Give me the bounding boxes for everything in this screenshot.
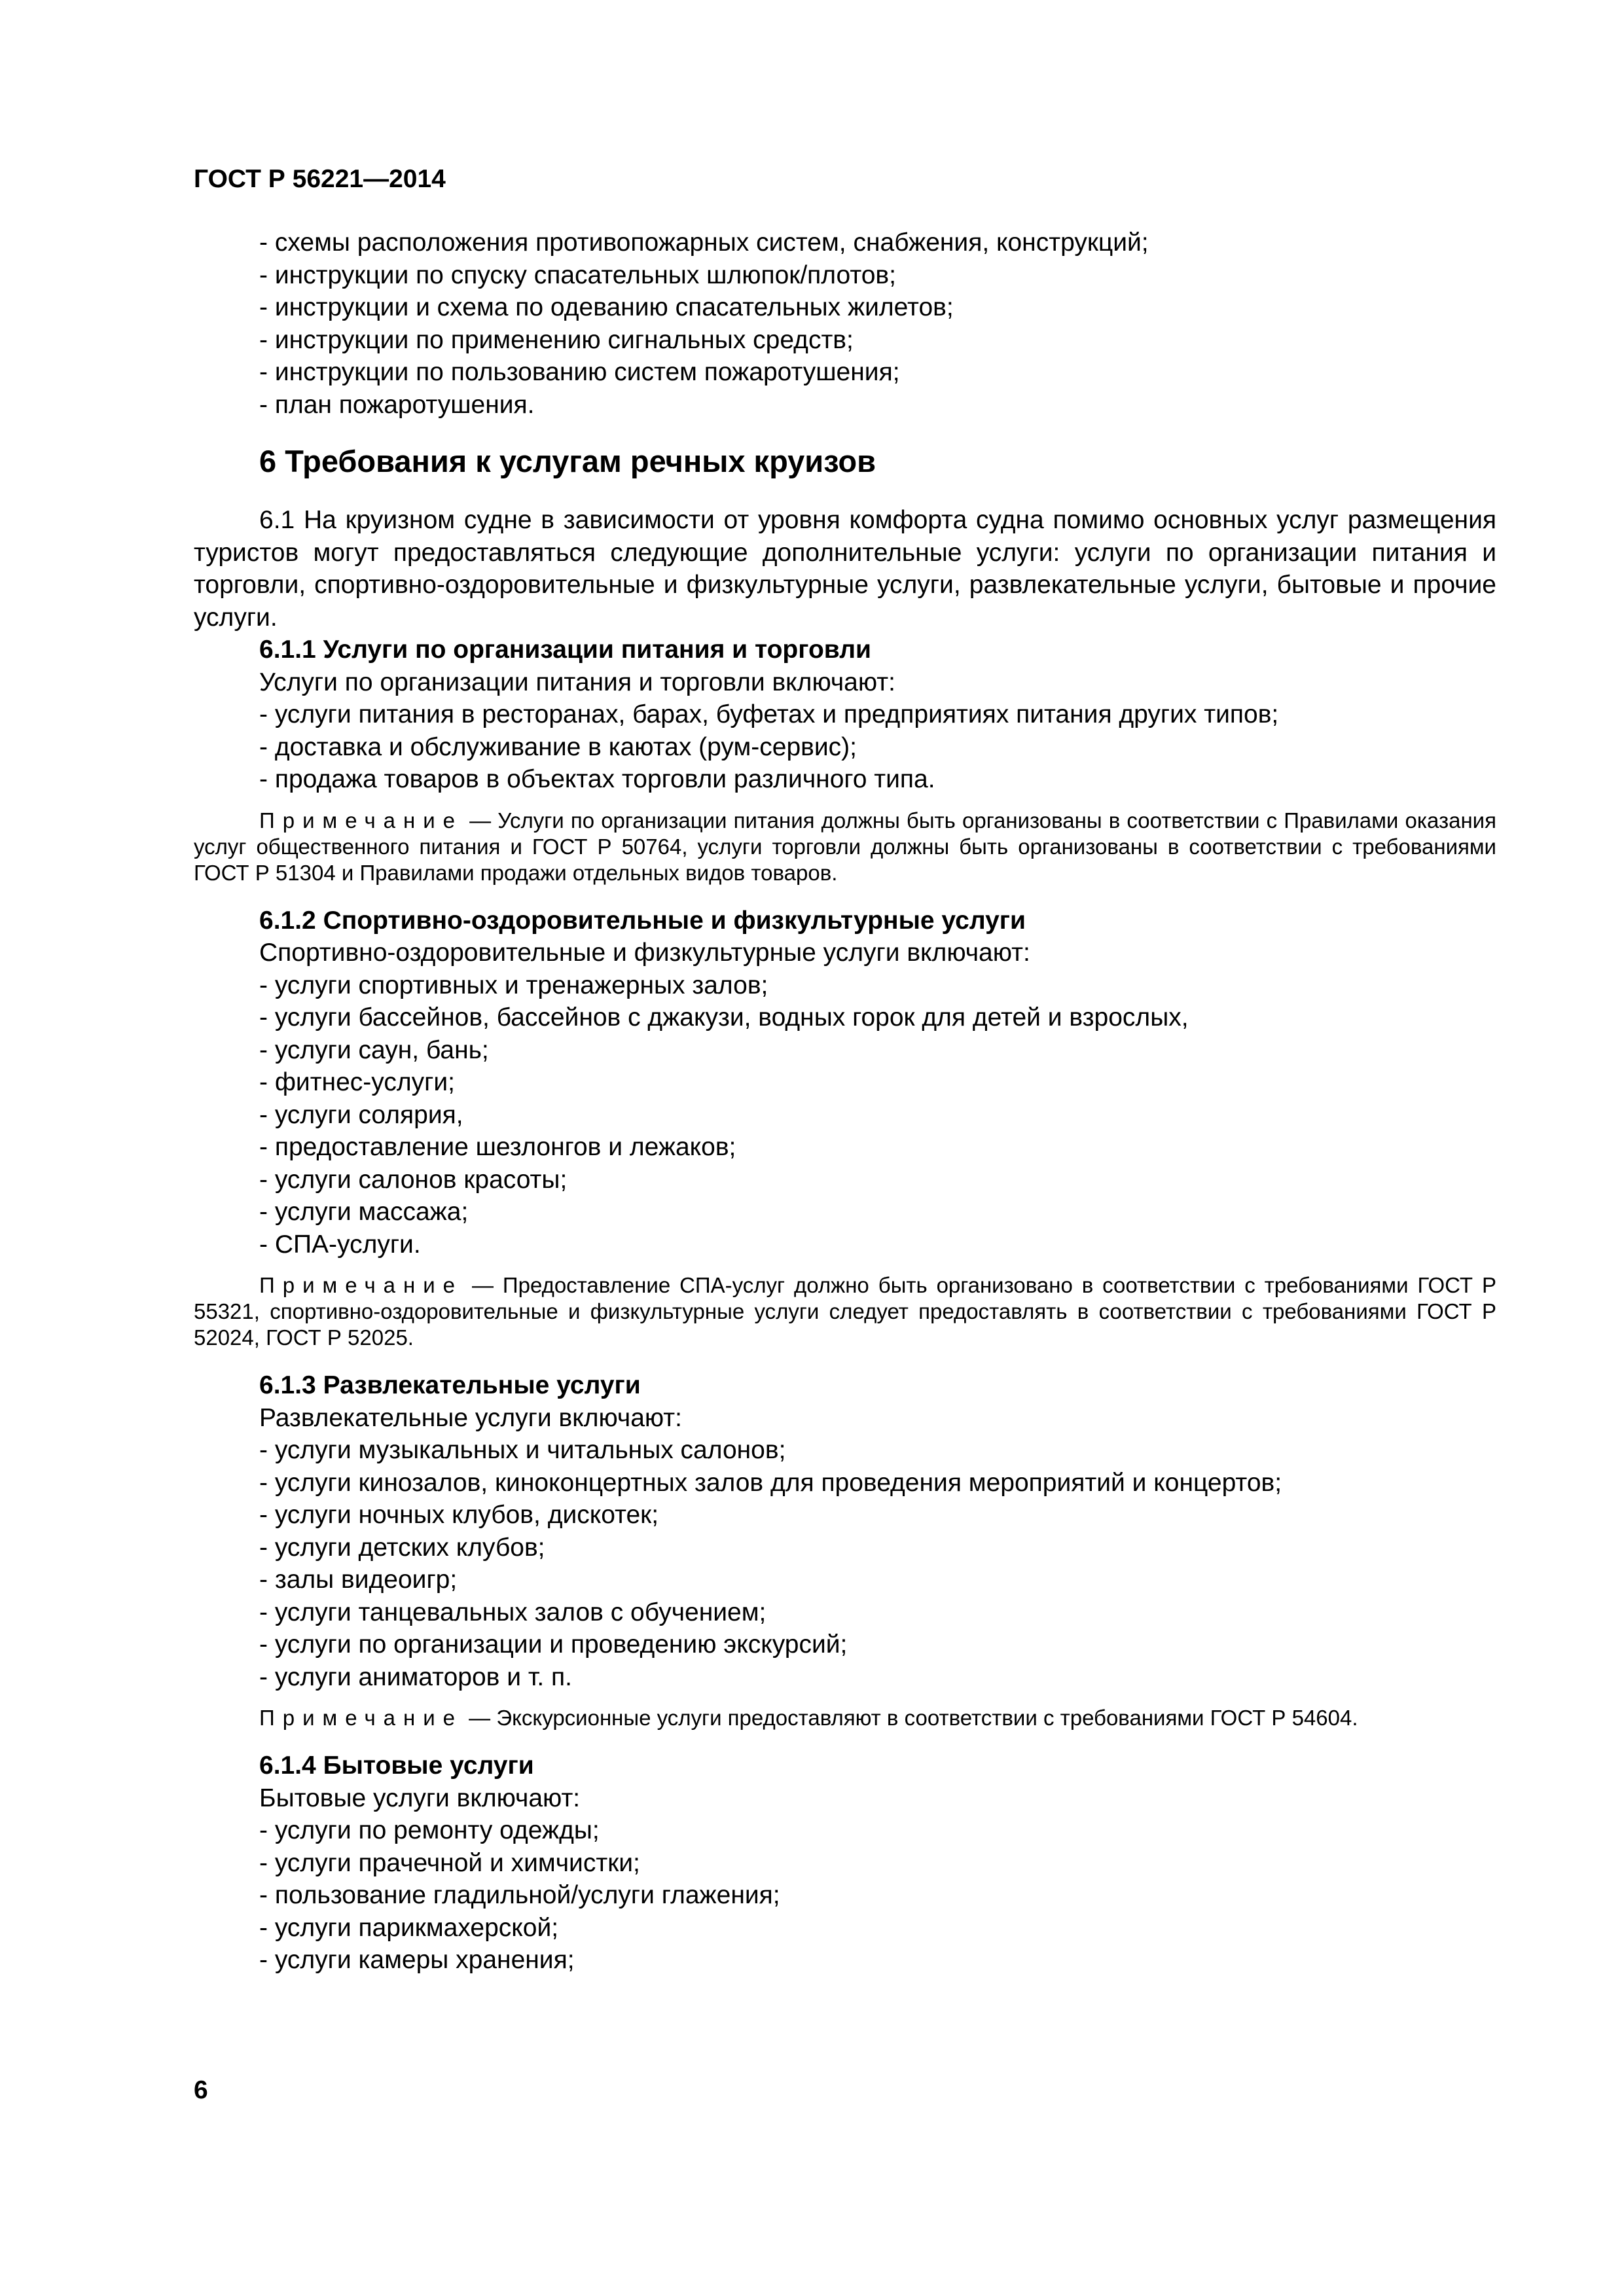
section-title: 6 Требования к услугам речных круизов <box>259 444 876 478</box>
list-item: - услуги салонов красоты; <box>259 1165 568 1194</box>
standard-code-header: ГОСТ Р 56221—2014 <box>194 165 446 193</box>
subsection-intro: Услуги по организации питания и торговли включают: <box>259 668 895 696</box>
paragraph-6-1: 6.1 На круизном судне в зависимости от уровня комфорта судна помимо основных услуг размещения туристов могут предоставляться следующие дополнительные услуги: услуги по организации питания и торговли, спортивно-оздоровительные и физкультурные услуги, развлекательные услуги, бытовые и прочие услуги. <box>194 506 1496 632</box>
list-item: - услуги аниматоров и т. п. <box>259 1662 572 1691</box>
list-item: - услуги по ремонту одежды; <box>259 1816 600 1844</box>
note-text: — Предоставление СПА-услуг должно быть организовано в соответствии с требованиями ГОСТ Р 55321, спортивно-оздоровительные и физкультурные услуги следует предоставлять в соответствии с требованиями ГОСТ Р 52024, ГОСТ Р 52025. <box>194 1273 1496 1350</box>
note-label: Примечание <box>259 1273 463 1297</box>
list-item: - инструкции и схема по одеванию спасательных жилетов; <box>259 293 954 321</box>
page-number: 6 <box>194 2076 208 2104</box>
list-item: - фитнес-услуги; <box>259 1068 455 1096</box>
subsection-title-6-1-1: 6.1.1 Услуги по организации питания и торговли <box>259 636 871 664</box>
note-text: — Экскурсионные услуги предоставляют в соответствии с требованиями ГОСТ Р 54604. <box>463 1706 1358 1730</box>
list-item: - услуги бассейнов, бассейнов с джакузи, водных горок для детей и взрослых, <box>259 1003 1189 1031</box>
list-item: - СПА-услуги. <box>259 1230 421 1259</box>
list-item: - пользование гладильной/услуги глажения; <box>259 1881 780 1909</box>
list-item: - услуги прачечной и химчистки; <box>259 1848 640 1877</box>
list-item: - инструкции по пользованию систем пожаротушения; <box>259 358 900 386</box>
note-text: — Услуги по организации питания должны быть организованы в соответствии с Правилами оказания услуг общественного питания и ГОСТ Р 50764, услуги торговли должны быть организованы в соответствии с требованиями ГОСТ Р 51304 и Правилами продажи отдельных видов товаров. <box>194 808 1496 885</box>
note-label: Примечание <box>259 1706 463 1730</box>
list-item: - услуги по организации и проведению экскурсий; <box>259 1630 848 1659</box>
subsection-title-6-1-2: 6.1.2 Спортивно-оздоровительные и физкультурные услуги <box>259 906 1026 935</box>
subsection-intro: Развлекательные услуги включают: <box>259 1403 682 1432</box>
list-item: - инструкции по спуску спасательных шлюпок/плотов; <box>259 260 896 289</box>
list-item: - услуги камеры хранения; <box>259 1946 575 1974</box>
list-item: - услуги танцевальных залов с обучением; <box>259 1598 767 1626</box>
intro-list <box>194 226 1496 421</box>
list-item: - продажа товаров в объектах торговли различного типа. <box>259 765 935 793</box>
subsection-title-6-1-4: 6.1.4 Бытовые услуги <box>259 1751 534 1780</box>
list-item: - план пожаротушения. <box>259 390 535 419</box>
list-item: - услуги кинозалов, киноконцертных залов для проведения мероприятий и концертов; <box>259 1468 1282 1497</box>
list-item: - услуги питания в ресторанах, барах, буфетах и предприятиях питания других типов; <box>259 700 1279 728</box>
list-item: - услуги спортивных и тренажерных залов; <box>259 971 768 999</box>
list-item: - услуги ночных клубов, дискотек; <box>259 1501 659 1529</box>
subsection-intro: Бытовые услуги включают: <box>259 1784 581 1812</box>
list-item: - услуги музыкальных и читальных салонов; <box>259 1436 786 1464</box>
list-item: - залы видеоигр; <box>259 1566 458 1594</box>
list-item: - услуги парикмахерской; <box>259 1913 559 1942</box>
note-6-1-3 <box>194 1705 1496 1731</box>
page-content <box>194 226 1496 1977</box>
subsection-intro: Спортивно-оздоровительные и физкультурные услуги включают: <box>259 939 1030 967</box>
list-item: - услуги саун, бань; <box>259 1035 489 1064</box>
list-item: - схемы расположения противопожарных систем, снабжения, конструкций; <box>259 228 1149 257</box>
list-item: - услуги детских клубов; <box>259 1533 545 1562</box>
list-item: - услуги массажа; <box>259 1198 469 1226</box>
note-label: Примечание <box>259 808 463 833</box>
list-item: - инструкции по применению сигнальных средств; <box>259 325 854 354</box>
subsection-title-6-1-3: 6.1.3 Развлекательные услуги <box>259 1371 641 1399</box>
list-item: - услуги солярия, <box>259 1100 463 1129</box>
note-6-1-1 <box>194 808 1496 886</box>
list-item: - доставка и обслуживание в каютах (рум-сервис); <box>259 732 857 761</box>
list-item: - предоставление шезлонгов и лежаков; <box>259 1133 736 1161</box>
note-6-1-2 <box>194 1272 1496 1351</box>
